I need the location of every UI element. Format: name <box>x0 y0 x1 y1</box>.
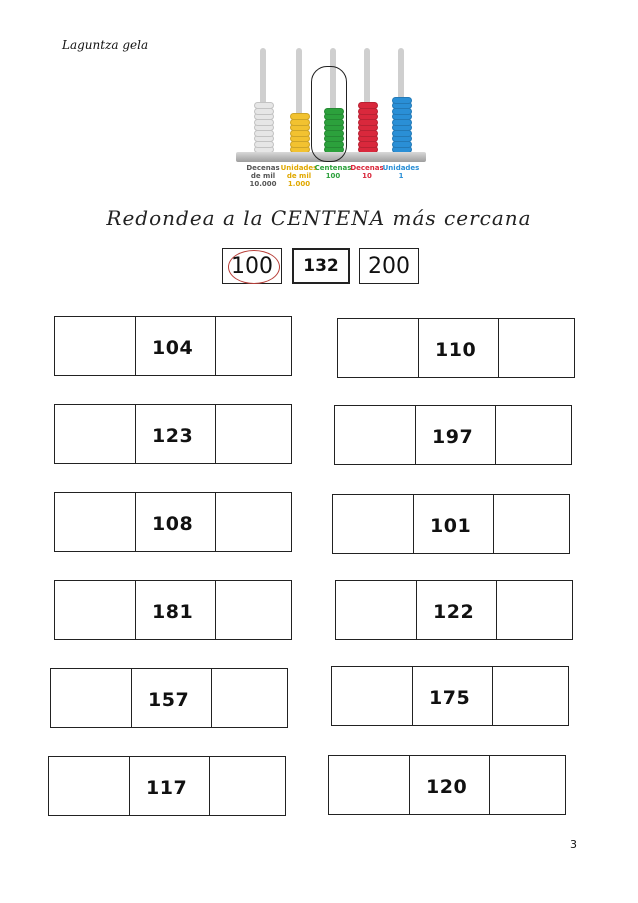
exercise-row <box>334 405 572 465</box>
answer-lower-field[interactable] <box>55 405 135 463</box>
abacus-label-thousands: Unidades de mil 1.000 <box>280 164 318 188</box>
exercise-row <box>48 756 286 816</box>
abacus-label-units: Unidades 1 <box>382 164 420 180</box>
answer-upper-field[interactable] <box>495 406 571 464</box>
answer-lower-field[interactable] <box>332 667 412 725</box>
answer-upper-field[interactable] <box>215 581 291 639</box>
exercise-number: 110 <box>435 339 477 361</box>
exercise-row <box>54 404 292 464</box>
exercise-number: 175 <box>429 687 471 709</box>
exercise-number: 123 <box>152 425 194 447</box>
abacus-rod-units <box>398 48 404 152</box>
exercise-row <box>328 755 566 815</box>
abacus-bead <box>358 102 378 109</box>
number-cell <box>135 493 215 551</box>
exercise-row <box>54 492 292 552</box>
abacus-label-tens: Decenas 10 <box>350 164 384 180</box>
number-cell <box>416 581 496 639</box>
answer-upper-field[interactable] <box>496 581 572 639</box>
answer-lower-field[interactable] <box>49 757 129 815</box>
exercise-number: 197 <box>432 426 474 448</box>
abacus-rod-ten-thousands <box>260 48 266 152</box>
abacus-bead <box>392 97 412 104</box>
exercise-number: 104 <box>152 337 194 359</box>
number-cell <box>129 757 209 815</box>
number-cell <box>415 406 495 464</box>
abacus-label-hundreds: Centenas 100 <box>314 164 352 180</box>
answer-lower-field[interactable] <box>333 495 413 553</box>
header-label: Laguntza gela <box>62 38 149 52</box>
answer-lower-field[interactable] <box>338 319 418 377</box>
exercise-number: 108 <box>152 513 194 535</box>
example-number-box: 132 <box>292 248 350 284</box>
exercise-row <box>50 668 288 728</box>
exercise-number: 157 <box>148 689 190 711</box>
abacus-rod-thousands <box>296 48 302 152</box>
number-cell <box>418 319 498 377</box>
answer-lower-field[interactable] <box>55 317 135 375</box>
exercise-number: 181 <box>152 601 194 623</box>
number-cell <box>135 405 215 463</box>
answer-upper-field[interactable] <box>209 757 285 815</box>
answer-upper-field[interactable] <box>215 317 291 375</box>
number-cell <box>409 756 489 814</box>
exercise-row <box>332 494 570 554</box>
hundreds-circle-mark <box>311 66 347 162</box>
abacus-bead <box>290 113 310 120</box>
answer-upper-field[interactable] <box>489 756 565 814</box>
exercise-number: 101 <box>430 515 472 537</box>
abacus-rod-tens <box>364 48 370 152</box>
answer-upper-field[interactable] <box>215 493 291 551</box>
answer-lower-field[interactable] <box>336 581 416 639</box>
example-lower-box: 100 <box>222 248 282 284</box>
answer-upper-field[interactable] <box>215 405 291 463</box>
number-cell <box>135 317 215 375</box>
exercise-row <box>331 666 569 726</box>
answer-lower-field[interactable] <box>329 756 409 814</box>
exercise-row <box>54 316 292 376</box>
number-cell <box>412 667 492 725</box>
exercise-number: 117 <box>146 777 188 799</box>
answer-upper-field[interactable] <box>492 667 568 725</box>
example-answer-circle <box>228 250 280 284</box>
answer-lower-field[interactable] <box>55 493 135 551</box>
answer-lower-field[interactable] <box>55 581 135 639</box>
abacus-label-ten-thousands: Decenas de mil 10.000 <box>246 164 280 188</box>
answer-lower-field[interactable] <box>335 406 415 464</box>
number-cell <box>413 495 493 553</box>
abacus-illustration <box>236 40 432 190</box>
answer-upper-field[interactable] <box>493 495 569 553</box>
abacus-bead <box>254 102 274 109</box>
answer-lower-field[interactable] <box>51 669 131 727</box>
exercise-row <box>337 318 575 378</box>
answer-upper-field[interactable] <box>498 319 574 377</box>
exercise-number: 120 <box>426 776 468 798</box>
number-cell <box>131 669 211 727</box>
instruction-text: Redondea a la CENTENA más cercana <box>106 206 532 230</box>
exercise-row <box>335 580 573 640</box>
answer-upper-field[interactable] <box>211 669 287 727</box>
exercise-row <box>54 580 292 640</box>
page-number: 3 <box>570 838 577 851</box>
example-upper-box: 200 <box>359 248 419 284</box>
number-cell <box>135 581 215 639</box>
exercise-number: 122 <box>433 601 475 623</box>
